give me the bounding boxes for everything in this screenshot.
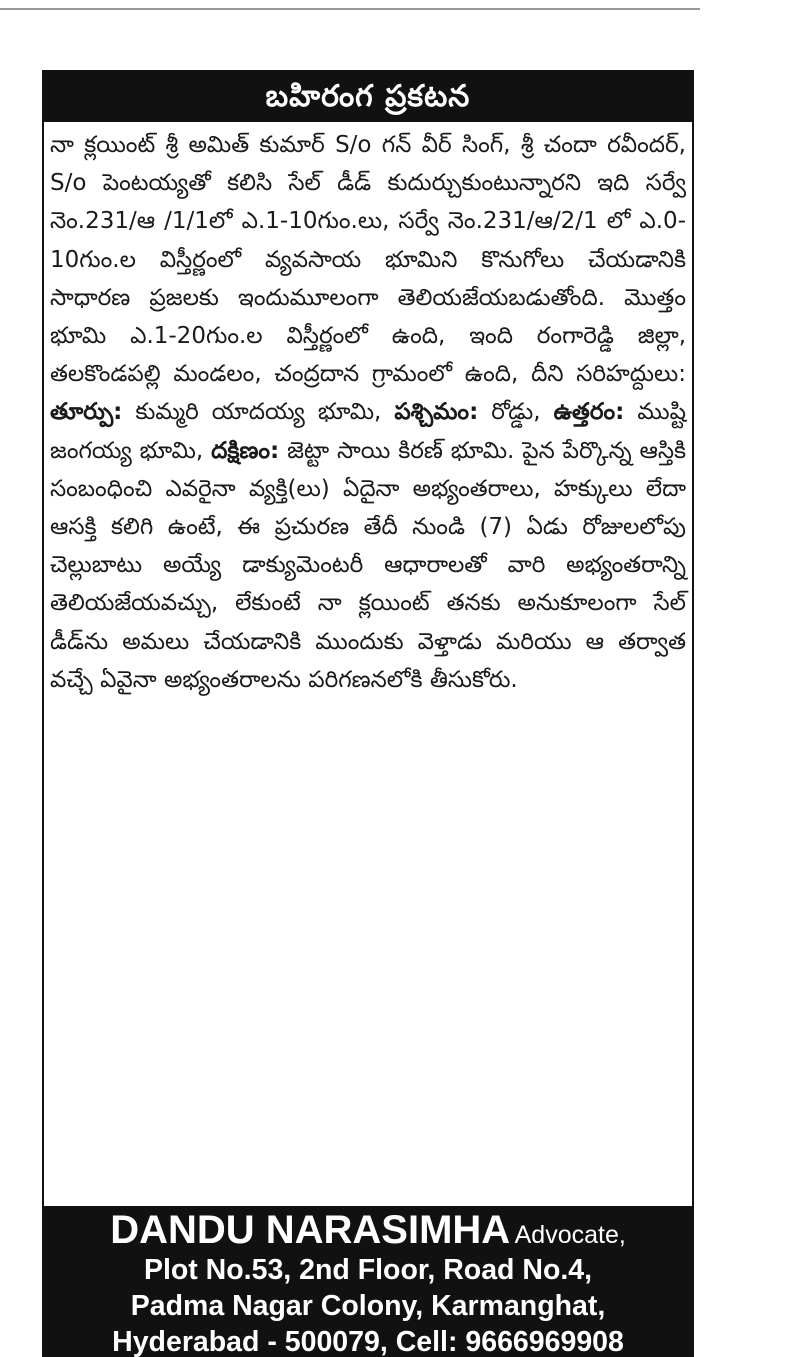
advocate-name: DANDU NARASIMHA (110, 1208, 511, 1252)
advocate-line (44, 1208, 692, 1252)
boundary-west-label: పశ్చిమం: (394, 399, 479, 426)
public-notice-box (42, 70, 694, 1357)
boundary-north-label: ఉత్తరం: (553, 399, 625, 426)
notice-title: బహిరంగ ప్రకటన (44, 72, 692, 122)
advocate-title: Advocate, (514, 1221, 626, 1249)
boundary-south-label: దక్షిణం: (211, 437, 280, 464)
boundary-west-text: రోడ్డు, (491, 399, 541, 426)
body-text-part2: జెట్టా సాయి కిరణ్ భూమి. పైన పేర్కొన్న ఆస్తికి సంబంధించి ఎవరైనా వ్యక్తి(లు) ఏదైనా అభ్యంతరాలు, హక్కులు లేదా ఆసక్తి కలిగి ఉంటే, ఈ ప్రచురణ తేదీ నుండి (7) ఏడు రోజులలోపు చెల్లుబాటు అయ్యే డాక్యుమెంటరీ ఆధారాలతో వారి అభ్యంతరాన్ని తెలియజేయవచ్చు, లేకుంటే నా క్లయింట్ తనకు అనుకూలంగా సేల్ డీడ్‌ను అమలు చేయడానికి ముందుకు వెళ్తాడు మరియు ఆ తర్వాత వచ్చే ఏవైనా అభ్యంతరాలను పరిగణనలోకి తీసుకోరు. (50, 437, 687, 693)
boundary-north-text: ముష్టి జంగయ్య భూమి, (50, 399, 687, 464)
boundary-east-label: తూర్పు: (50, 399, 123, 426)
top-divider (0, 8, 700, 10)
address-line-3: Hyderabad - 500079, Cell: 9666969908 (112, 1326, 624, 1357)
address-line-2: Padma Nagar Colony, Karmanghat, (130, 1290, 606, 1322)
notice-body (44, 122, 692, 1208)
address-line-1: Plot No.53, 2nd Floor, Road No.4, (143, 1254, 593, 1286)
boundary-east-text: కుమ్మరి యాదయ్య భూమి, (135, 399, 382, 426)
notice-paragraph (50, 126, 686, 699)
advocate-footer (44, 1206, 692, 1357)
body-text-part1: నా క్లయింట్ శ్రీ అమిత్ కుమార్ S/o గన్ వీర్ సింగ్, శ్రీ చందా రవీందర్, S/o పెంటయ్యతో కలిసి సేల్ డీడ్ కుదుర్చుకుంటున్నారని ఇది సర్వే నెం.231/ఆ /1/1లో ఎ.1-10గుం.లు, సర్వే నెం.231/ఆ/2/1 లో ఎ.0-10గుం.ల విస్తీర్ణంలో వ్యవసాయ భూమిని కొనుగోలు చేయడానికి సాధారణ ప్రజలకు ఇందుమూలంగా తెలియజేయబడుతోంది. మొత్తం భూమి ఎ.1-20గుం.ల విస్తీర్ణంలో ఉంది, ఇంది రంగారెడ్డి జిల్లా, తలకొండపల్లి మండలం, చంద్రదాన గ్రామంలో ఉంది, దీని సరిహద్దులు: (50, 132, 686, 388)
